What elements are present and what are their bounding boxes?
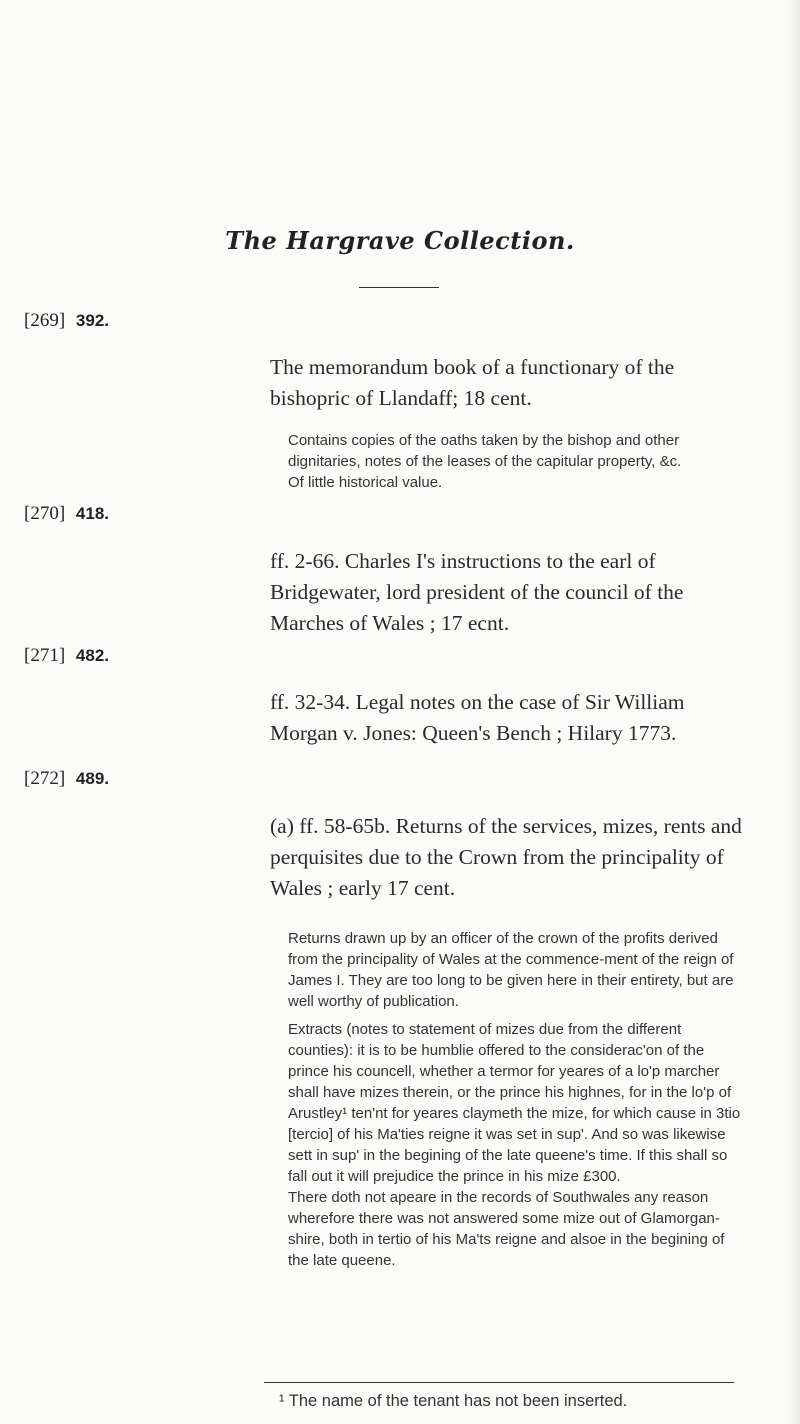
page-edge-shadow [786, 0, 800, 1424]
entry-ref: [269] [24, 310, 66, 331]
running-title: The Hargrave Collection. [225, 226, 575, 255]
manuscript-number: 392. [75, 311, 109, 330]
note-paragraph: Of little historical value. [288, 474, 443, 491]
entry-description: ff. 2-66. Charles I's instructions to the earl of Bridgewater, lord president of the council of the Marches of Wales ; 17 ecnt. [270, 549, 684, 635]
footnote-rule [264, 1382, 734, 1383]
note-paragraph: There doth not apeare in the records of Southwales any reason wherefore there was not answered some mize out of Glamorgan-shire, both in tertio of his Ma'ts reigne and alsoe in the begining of the late queene. [288, 1189, 725, 1269]
entry-number [24, 310, 109, 332]
manuscript-number: 489. [75, 769, 109, 788]
entry-ref: [272] [24, 768, 66, 789]
entry-description: (a) ff. 58-65b. Returns of the services, mizes, rents and perquisites due to the Crown from the principality of Wales ; early 17 cent. [270, 814, 742, 900]
entry-note [288, 928, 748, 1271]
entry-number [24, 768, 109, 790]
entry-ref: [270] [24, 503, 66, 524]
manuscript-number: 418. [75, 504, 109, 523]
entry-note [288, 430, 748, 493]
entry-description: ff. 32-34. Legal notes on the case of Sir William Morgan v. Jones: Queen's Bench ; Hilary 1773. [270, 690, 685, 745]
note-paragraph: Extracts (notes to statement of mizes due from the different counties): it is to be humblie offered to the considerac'on of the prince his councell, whether a termor for yeares of a lo'p marcher shall have mizes therein, or the prince his highnes, for in the lo'p of Arustley¹ ten'nt for yeares claymeth the mize, for which cause in 3tio [tercio] of his Ma'ties reigne it was set in sup'. And so was likewise sett in sup' in the begining of the late queene's time. If this shall so fall out it will prejudice the prince in his mize £300. [288, 1021, 741, 1185]
entry-ref: [271] [24, 645, 66, 666]
note-paragraph: Contains copies of the oaths taken by the bishop and other dignitaries, notes of the leases of the capitular property, &c. [288, 432, 682, 470]
title-rule [359, 287, 439, 288]
entry-number [24, 645, 109, 667]
entry-description: The memorandum book of a functionary of the bishopric of Llandaff; 18 cent. [270, 355, 675, 410]
manuscript-number: 482. [75, 646, 109, 665]
entry-number [24, 503, 109, 525]
note-paragraph: Returns drawn up by an officer of the crown of the profits derived from the principality of Wales at the commence-ment of the reign of James I. They are too long to be given here in their entirety, but are well worthy of publication. [288, 930, 734, 1010]
footnote: ¹ The name of the tenant has not been inserted. [279, 1392, 628, 1410]
